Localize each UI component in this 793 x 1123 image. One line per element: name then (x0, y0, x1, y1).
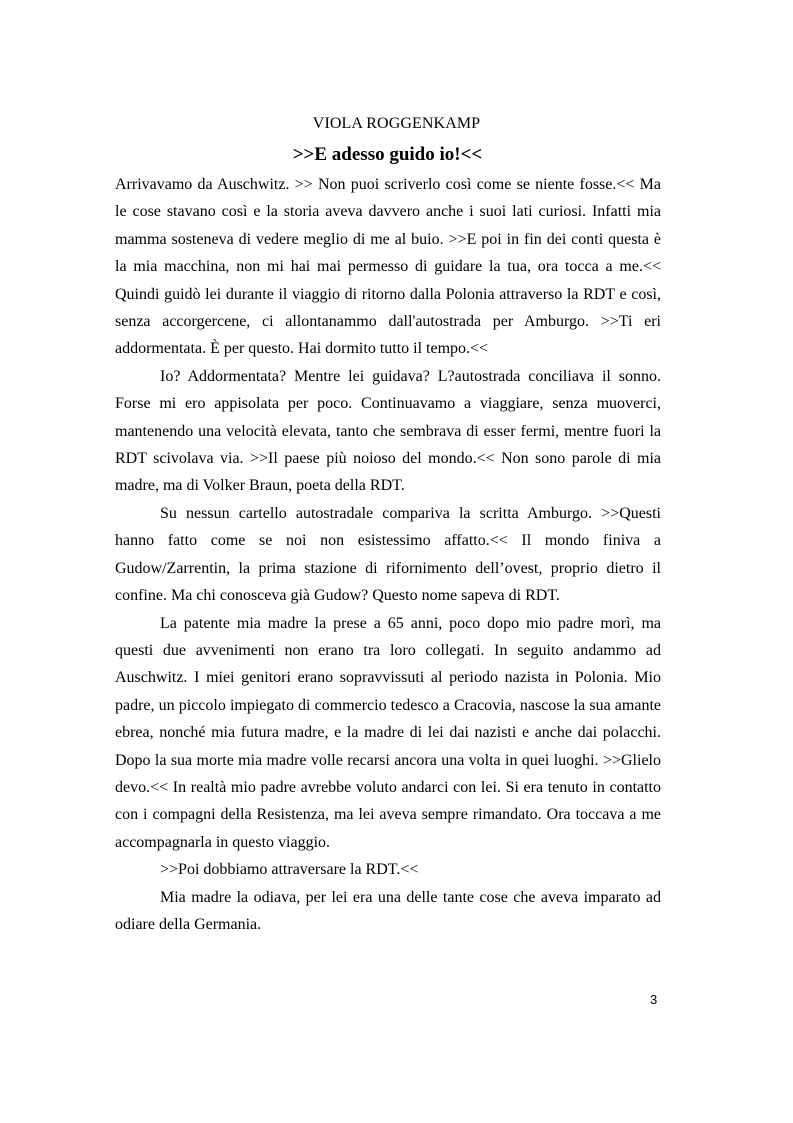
paragraph-2: Io? Addormentata? Mentre lei guidava? L?autostrada conciliava il sonno. Forse mi ero appisolata per poco. Continuavamo a viaggiare, senza muoverci, mantenendo una velocità elevata, tanto che sembrava di esser fermi, mentre fuori la RDT scivolava via. >>Il paese più noioso del mondo.<< Non sono parole di mia madre, ma di Volker Braun, poeta della RDT. (115, 367, 661, 495)
paragraph-4: La patente mia madre la prese a 65 anni, poco dopo mio padre morì, ma questi due avvenimenti non erano tra loro collegati. In seguito andammo ad Auschwitz. I miei genitori erano sopravvissuti al periodo nazista in Polonia. Mio padre, un piccolo impiegato di commercio tedesco a Cracovia, nascose la sua amante ebrea, nonché mia futura madre, e la madre di lei dai nazisti e anche dai polacchi. Dopo la sua morte mia madre volle recarsi ancora una volta in quei luoghi. >>Glielo devo.<< In realtà mio padre avrebbe voluto andarci con lei. Si era tenuto in contatto con i compagni della Resistenza, ma lei aveva sempre rimandato. Ora toccava a me accompagnarla in questo viaggio. (115, 614, 661, 851)
body-text (115, 171, 661, 938)
page-number: 3 (650, 992, 658, 1007)
paragraph-1: Arrivavamo da Auschwitz. >> Non puoi scriverlo così come se niente fosse.<< Ma le cose stavano così e la storia aveva davvero anche i suoi lati curiosi. Infatti mia mamma sosteneva di vedere meglio di me al buio. >>E poi in fin dei conti questa è la mia macchina, non mi hai mai permesso di guidare la tua, ora tocca a me.<< Quindi guidò lei durante il viaggio di ritorno dalla Polonia attraverso la RDT e così, senza accorgercene, ci allontanammo dall'autostrada per Amburgo. >>Ti eri addormentata. È per questo. Hai dormito tutto il tempo.<< (115, 176, 661, 358)
author-name: VIOLA ROGGENKAMP (312, 115, 481, 132)
paragraph-5: >>Poi dobbiamo attraversare la RDT.<< (160, 861, 419, 879)
paragraph-3: Su nessun cartello autostradale compariva la scritta Amburgo. >>Questi hanno fatto come se noi non esistessimo affatto.<< Il mondo finiva a Gudow/Zarrentin, la prima stazione di rifornimento dell’ovest, proprio dietro il confine. Ma chi conosceva già Gudow? Questo nome sapeva di RDT. (115, 504, 661, 605)
paragraph-6: Mia madre la odiava, per lei era una delle tante cose che aveva imparato ad odiare della Germania. (115, 888, 661, 933)
document-title: >>E adesso guido io!<< (292, 144, 483, 165)
